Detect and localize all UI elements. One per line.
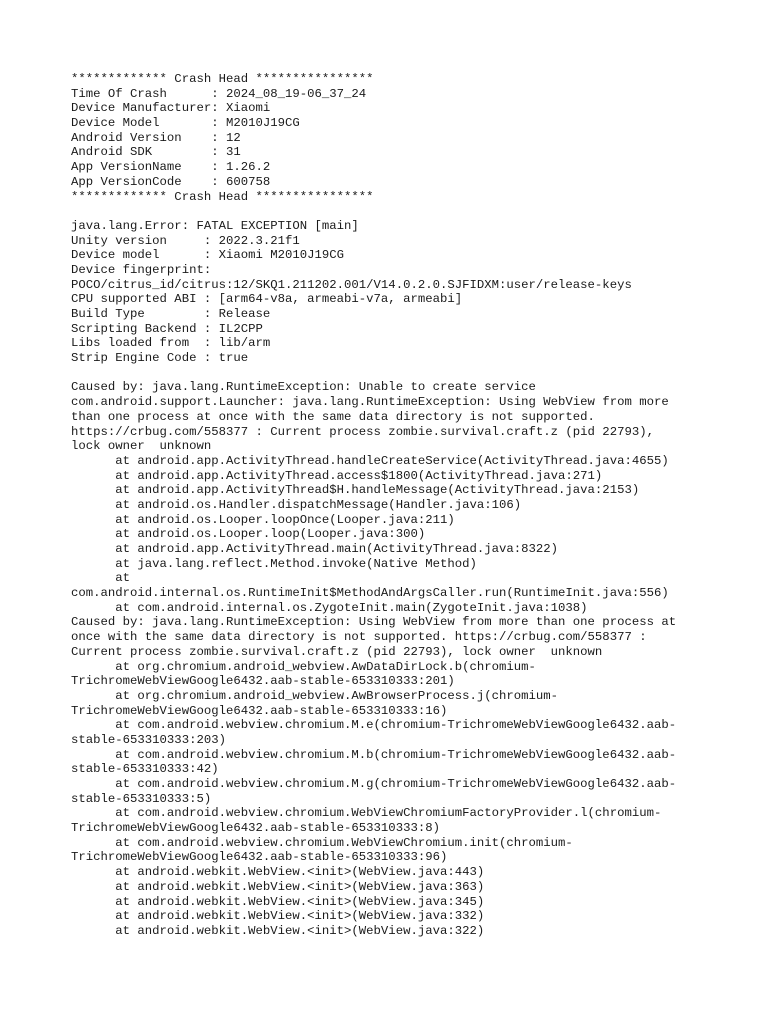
stack-frame-line: at android.webkit.WebView.<init>(WebView.java:345)	[71, 894, 485, 909]
stack-frame-line: at android.app.ActivityThread$H.handleMessage(ActivityThread.java:2153)	[71, 483, 640, 498]
cpu-abi-line: CPU supported ABI : [arm64-v8a, armeabi-v7a, armeabi]	[71, 292, 463, 307]
stack-frame-line: at android.os.Handler.dispatchMessage(Handler.java:106)	[71, 497, 522, 512]
stack-frame-line: TrichromeWebViewGoogle6432.aab-stable-653310333:201)	[71, 674, 455, 689]
stack-frame-line: at com.android.webview.chromium.M.b(chromium-TrichromeWebViewGoogle6432.aab-	[71, 747, 677, 762]
crash-head-banner-top: ************* Crash Head ****************	[71, 72, 374, 86]
stack-frame-line: at android.app.ActivityThread.handleCreateService(ActivityThread.java:4655)	[71, 453, 669, 468]
device-model-detail-line: Device model : Xiaomi M2010J19CG	[71, 248, 345, 263]
exception-message-line: Current process zombie.survival.craft.z (pid 22793), lock owner unknown	[71, 644, 603, 659]
device-model-line: Device Model : M2010J19CG	[71, 116, 300, 131]
device-manufacturer-line: Device Manufacturer: Xiaomi	[71, 101, 271, 116]
exception-message-line: lock owner unknown	[71, 439, 212, 454]
stack-frame-line: TrichromeWebViewGoogle6432.aab-stable-653310333:96)	[71, 850, 448, 865]
build-type-line: Build Type : Release	[71, 307, 271, 321]
device-fingerprint-value: POCO/citrus_id/citrus:12/SKQ1.211202.001/V14.0.2.0.SJFIDXM:user/release-keys	[71, 277, 632, 292]
stack-frame-line: at com.android.webview.chromium.M.e(chromium-TrichromeWebViewGoogle6432.aab-	[71, 718, 677, 733]
stack-frame-line: at org.chromium.android_webview.AwDataDirLock.b(chromium-	[71, 659, 536, 674]
stack-frame-line: at android.os.Looper.loop(Looper.java:300)	[71, 527, 426, 542]
caused-by-line: Caused by: java.lang.RuntimeException: Unable to create service	[71, 380, 536, 395]
unity-version-line: Unity version : 2022.3.21f1	[71, 233, 300, 248]
blank-line	[71, 204, 751, 219]
strip-engine-code-line: Strip Engine Code : true	[71, 351, 249, 366]
libs-loaded-line: Libs loaded from : lib/arm	[71, 336, 271, 351]
blank-line	[71, 366, 751, 381]
stack-frame-line: at android.webkit.WebView.<init>(WebView.java:322)	[71, 923, 485, 938]
stack-frame-line: at android.os.Looper.loopOnce(Looper.java:211)	[71, 512, 455, 527]
stack-frame-line: at android.webkit.WebView.<init>(WebView.java:363)	[71, 879, 485, 894]
scripting-backend-line: Scripting Backend : IL2CPP	[71, 321, 263, 336]
android-sdk-line: Android SDK : 31	[71, 145, 241, 160]
crash-head-banner-bottom: ************* Crash Head ****************	[71, 189, 374, 204]
stack-frame-line: TrichromeWebViewGoogle6432.aab-stable-653310333:8)	[71, 821, 440, 836]
stack-frame-line: at org.chromium.android_webview.AwBrowserProcess.j(chromium-	[71, 688, 559, 703]
app-version-code-line: App VersionCode : 600758	[71, 174, 271, 189]
stack-frame-line: stable-653310333:203)	[71, 732, 226, 747]
exception-message-line: https://crbug.com/558377 : Current process zombie.survival.craft.z (pid 22793),	[71, 424, 654, 439]
stack-frame-line: at com.android.webview.chromium.M.g(chromium-TrichromeWebViewGoogle6432.aab-	[71, 777, 677, 791]
exception-message-line: once with the same data directory is not supported. https://crbug.com/558377 :	[71, 630, 647, 645]
stack-frame-line: at java.lang.reflect.Method.invoke(Native Method)	[71, 556, 477, 571]
stack-frame-line: stable-653310333:5)	[71, 791, 212, 806]
time-of-crash-line: Time Of Crash : 2024_08_19-06_37_24	[71, 86, 367, 101]
exception-message-line: com.android.support.Launcher: java.lang.RuntimeException: Using WebView from more	[71, 395, 669, 410]
stack-frame-line: at android.app.ActivityThread.main(ActivityThread.java:8322)	[71, 542, 559, 556]
stack-frame-line: at android.app.ActivityThread.access$1800(ActivityThread.java:271)	[71, 468, 603, 483]
app-version-name-line: App VersionName : 1.26.2	[71, 160, 271, 175]
device-fingerprint-label: Device fingerprint:	[71, 262, 212, 277]
android-version-line: Android Version : 12	[71, 130, 241, 145]
stack-frame-line: at com.android.webview.chromium.WebViewChromium.init(chromium-	[71, 835, 573, 850]
exception-message-line: than one process at once with the same data directory is not supported.	[71, 409, 595, 424]
stack-frame-line: at android.webkit.WebView.<init>(WebView.java:443)	[71, 865, 485, 880]
stack-frame-line: TrichromeWebViewGoogle6432.aab-stable-653310333:16)	[71, 703, 448, 718]
stack-frame-line: stable-653310333:42)	[71, 762, 219, 777]
caused-by-line: Caused by: java.lang.RuntimeException: Using WebView from more than one process at	[71, 615, 677, 630]
stack-frame-line: at com.android.internal.os.ZygoteInit.main(ZygoteInit.java:1038)	[71, 600, 588, 615]
fatal-exception-line: java.lang.Error: FATAL EXCEPTION [main]	[71, 218, 359, 233]
stack-frame-line: at android.webkit.WebView.<init>(WebView.java:332)	[71, 909, 485, 924]
stack-frame-line: com.android.internal.os.RuntimeInit$MethodAndArgsCaller.run(RuntimeInit.java:556)	[71, 586, 669, 601]
stack-frame-line: at com.android.webview.chromium.WebViewChromiumFactoryProvider.l(chromium-	[71, 806, 662, 821]
stack-frame-line: at	[71, 571, 131, 586]
crash-log-document	[71, 72, 751, 939]
